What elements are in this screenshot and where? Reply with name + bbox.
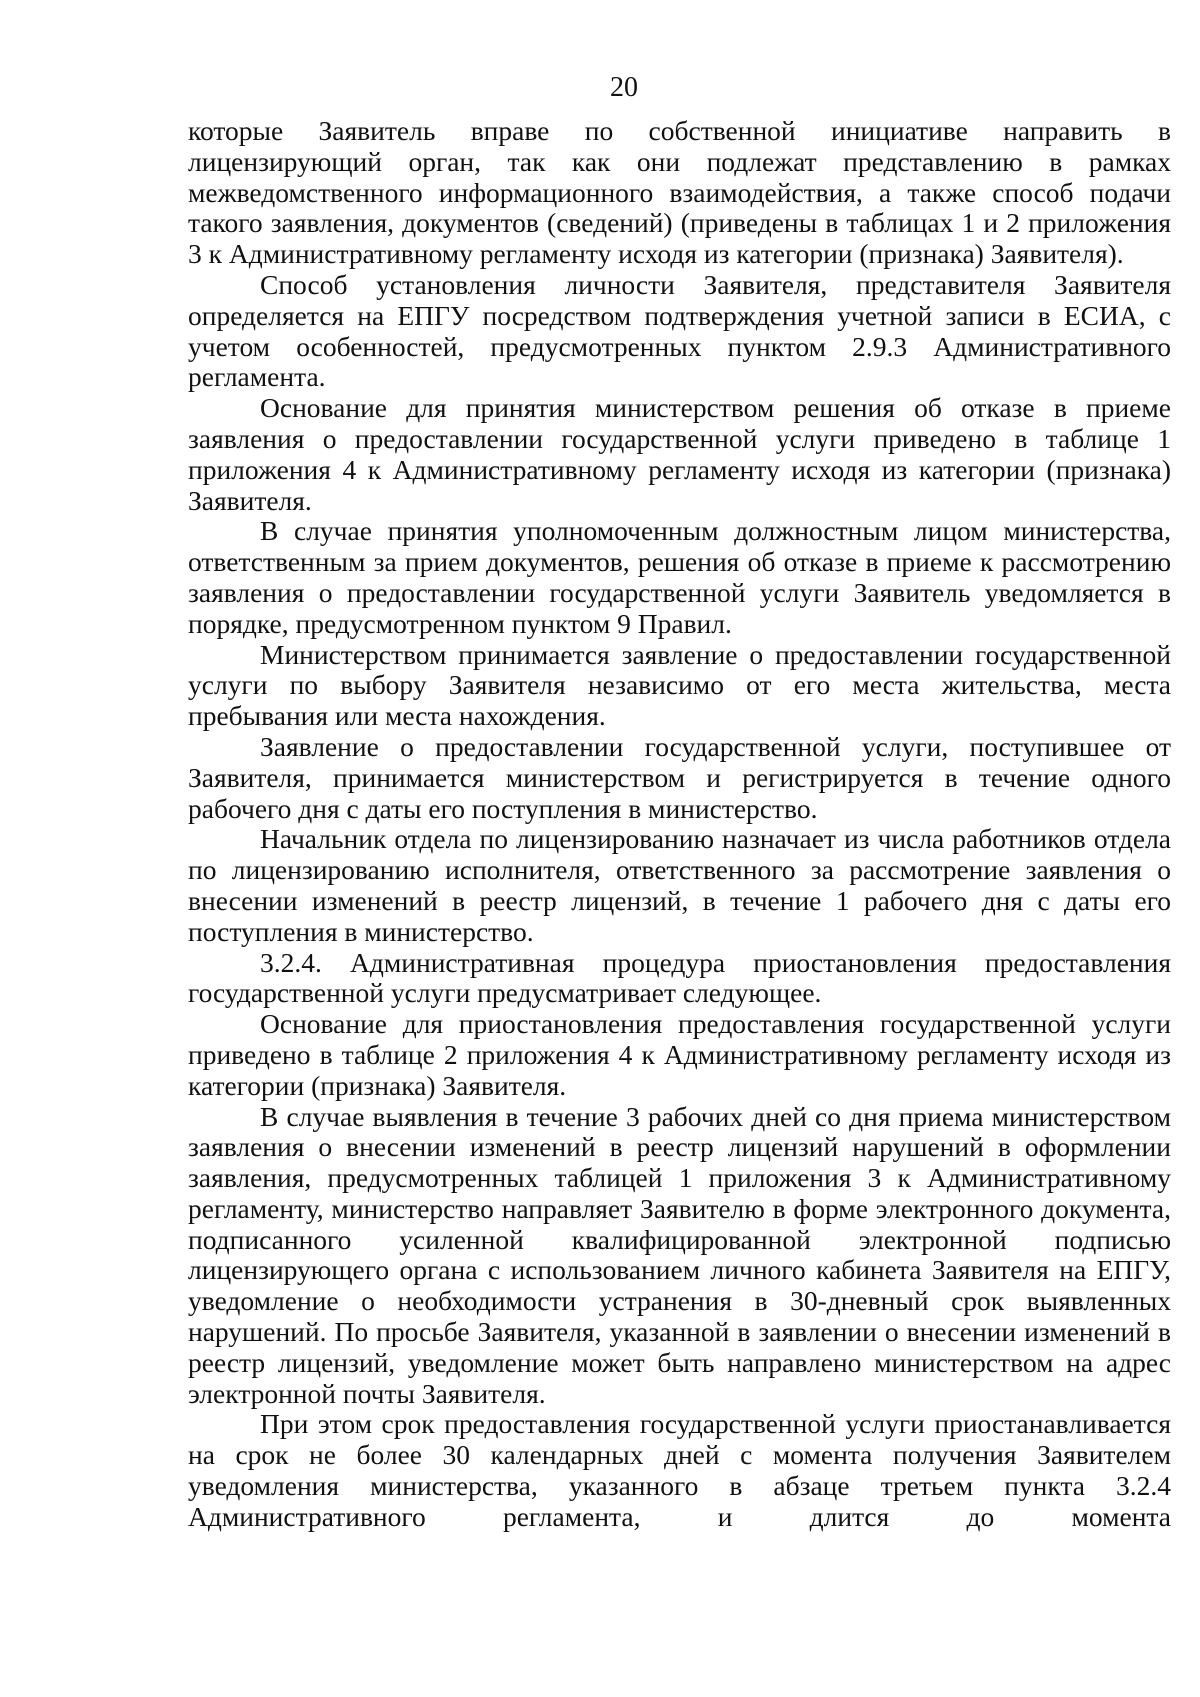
paragraph: Основание для принятия министерством решения об отказе в приеме заявления о предоставлении государственной услуги приведено в таблице 1 приложения 4 к Административному регламенту исходя из категории (признака) Заявителя. xyxy=(188,392,1171,516)
paragraph: Основание для приостановления предоставления государственной услуги приведено в таблице 2 приложения 4 к Административному регламенту исходя из категории (признака) Заявителя. xyxy=(188,1008,1171,1101)
paragraph: Заявление о предоставлении государственной услуги, поступившее от Заявителя, принимается министерством и регистрируется в течение одного рабочего дня с даты его поступления в министерство. xyxy=(188,730,1171,824)
paragraph: Способ установления личности Заявителя, представителя Заявителя определяется на ЕПГУ посредством подтверждения учетной записи в ЕСИА, с учетом особенностей, предусмотренных пунктом 2.9.3 Административного регламента. xyxy=(188,268,1171,393)
paragraph: Министерством принимается заявление о предоставлении государственной услуги по выбору Заявителя независимо от его места жительства, места пребывания или места нахождения. xyxy=(188,638,1171,732)
paragraph: В случае выявления в течение 3 рабочих дней со дня приема министерством заявления о внесении изменений в реестр лицензий нарушений в оформлении заявления, предусмотренных таблицей 1 приложения 3 к Административному регламенту, министерство направляет Заявителю в форме электронного документа, подписанного усиленной квалифицированной электронной подписью лицензирующего органа с использованием личного кабинета Заявителя на ЕПГУ, уведомление о необходимости устранения в 30-дневный срок выявленных нарушений. По просьбе Заявителя, указанной в заявлении о внесении изменений в реестр лицензий, уведомление может быть направлено министерством на адрес электронной почты Заявителя. xyxy=(188,1100,1171,1409)
paragraph: 3.2.4. Административная процедура приостановления предоставления государственной услуги предусматривает следующее. xyxy=(188,946,1171,1009)
paragraph: которые Заявитель вправе по собственной инициативе направить в лицензирующий орган, так как они подлежат представлению в рамках межведомственного информационного взаимодействия, а также способ подачи такого заявления, документов (сведений) (приведены в таблицах 1 и 2 приложения 3 к Административному регламенту исходя из категории (признака) Заявителя). xyxy=(188,115,1171,270)
paragraph: В случае принятия уполномоченным должностным лицом министерства, ответственным за прием документов, решения об отказе в приеме к рассмотрению заявления о предоставлении государственной услуги Заявитель уведомляется в порядке, предусмотренном пунктом 9 Правил. xyxy=(188,515,1171,639)
paragraph: При этом срок предоставления государственной услуги приостанавливается на срок не более 30 календарных дней с момента получения Заявителем уведомления министерства, указанного в абзаце третьем пункта 3.2.4 Административного регламента, и длится до момента xyxy=(188,1408,1171,1532)
document-body xyxy=(188,116,1171,1533)
page-number: 20 xyxy=(610,72,638,103)
paragraph: Начальник отдела по лицензированию назначает из числа работников отдела по лицензированию исполнителя, ответственного за рассмотрение заявления о внесении изменений в реестр лицензий, в течение 1 рабочего дня с даты его поступления в министерство. xyxy=(188,823,1171,947)
